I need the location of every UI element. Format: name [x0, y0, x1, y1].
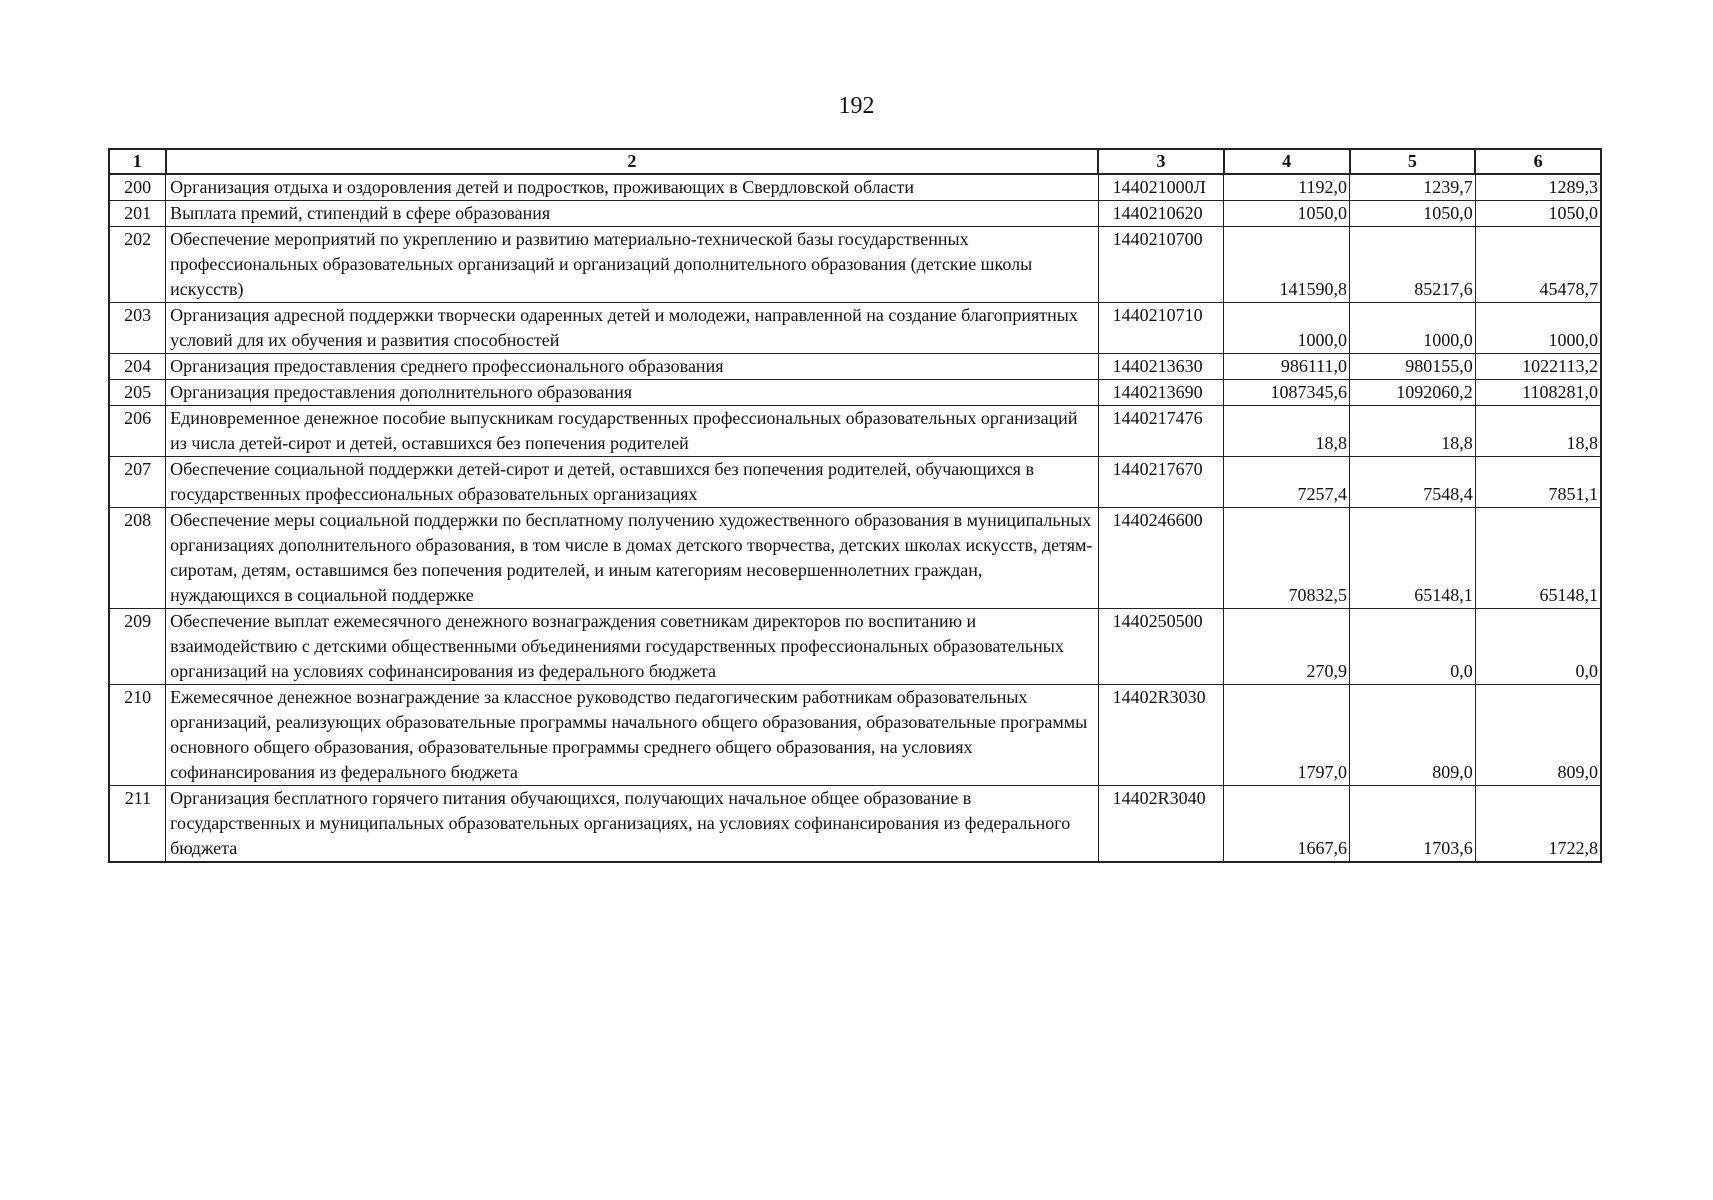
row-value-6: 1722,8: [1475, 786, 1601, 863]
row-name: Организация бесплатного горячего питания обучающихся, получающих начальное общее образование в государственных и муниципальных образовательных организациях, на условиях софинансирования из федерального бюджета: [166, 786, 1099, 863]
table-row: [109, 685, 1601, 786]
row-value-4: 141590,8: [1224, 227, 1350, 303]
row-value-5: 85217,6: [1350, 227, 1476, 303]
row-value-5: 1000,0: [1350, 303, 1476, 354]
row-number: 206: [109, 406, 166, 457]
row-number: 201: [109, 201, 166, 227]
table-row: [109, 201, 1601, 227]
header-col-5: 5: [1350, 149, 1476, 174]
row-value-5: 65148,1: [1350, 508, 1476, 609]
row-code: 1440210710: [1098, 303, 1224, 354]
row-name: Организация отдыха и оздоровления детей и подростков, проживающих в Свердловской области: [166, 174, 1099, 201]
row-value-4: 18,8: [1224, 406, 1350, 457]
table-row: [109, 174, 1601, 201]
table-row: [109, 457, 1601, 508]
row-name: Обеспечение социальной поддержки детей-сирот и детей, оставшихся без попечения родителей, обучающихся в государственных профессиональных образовательных организациях: [166, 457, 1099, 508]
row-code: 1440217476: [1098, 406, 1224, 457]
row-number: 207: [109, 457, 166, 508]
row-name: Ежемесячное денежное вознаграждение за классное руководство педагогическим работникам образовательных организаций, реализующих образовательные программы начального общего образования, образовательные программы основного общего образования, образовательные программы среднего общего образования, на условиях софинансирования из федерального бюджета: [166, 685, 1099, 786]
row-value-5: 18,8: [1350, 406, 1476, 457]
row-name: Организация предоставления среднего профессионального образования: [166, 354, 1099, 380]
row-value-5: 7548,4: [1350, 457, 1476, 508]
row-name: Обеспечение меры социальной поддержки по бесплатному получению художественного образования в муниципальных организациях дополнительного образования, в том числе в домах детского творчества, детских школах искусств, детям-сиротам, детям, оставшимся без попечения родителей, и иным категориям несовершеннолетних граждан, нуждающихся в социальной поддержке: [166, 508, 1099, 609]
table-row: [109, 786, 1601, 863]
row-code: 144021000Л: [1098, 174, 1224, 201]
row-value-4: 1192,0: [1224, 174, 1350, 201]
table-body: [109, 174, 1601, 862]
row-number: 200: [109, 174, 166, 201]
row-value-6: 1050,0: [1475, 201, 1601, 227]
row-value-5: 980155,0: [1350, 354, 1476, 380]
row-value-6: 1289,3: [1475, 174, 1601, 201]
header-col-2: 2: [166, 149, 1099, 174]
row-name: Организация предоставления дополнительного образования: [166, 380, 1099, 406]
row-number: 203: [109, 303, 166, 354]
row-code: 14402R3040: [1098, 786, 1224, 863]
header-col-4: 4: [1224, 149, 1350, 174]
table-row: [109, 609, 1601, 685]
page-number: 192: [838, 93, 875, 119]
row-number: 208: [109, 508, 166, 609]
table-row: [109, 227, 1601, 303]
row-value-6: 1022113,2: [1475, 354, 1601, 380]
row-name: Единовременное денежное пособие выпускникам государственных профессиональных образовательных организаций из числа детей-сирот и детей, оставшихся без попечения родителей: [166, 406, 1099, 457]
row-value-4: 1667,6: [1224, 786, 1350, 863]
row-value-4: 1087345,6: [1224, 380, 1350, 406]
row-value-4: 70832,5: [1224, 508, 1350, 609]
row-number: 211: [109, 786, 166, 863]
row-number: 209: [109, 609, 166, 685]
row-value-6: 7851,1: [1475, 457, 1601, 508]
row-code: 1440246600: [1098, 508, 1224, 609]
row-value-5: 1239,7: [1350, 174, 1476, 201]
row-value-6: 0,0: [1475, 609, 1601, 685]
row-value-5: 0,0: [1350, 609, 1476, 685]
table-row: [109, 406, 1601, 457]
row-value-6: 809,0: [1475, 685, 1601, 786]
row-code: 1440210620: [1098, 201, 1224, 227]
row-name: Обеспечение мероприятий по укреплению и развитию материально-технической базы государственных профессиональных образовательных организаций и организаций дополнительного образования (детские школы искусств): [166, 227, 1099, 303]
row-value-6: 1000,0: [1475, 303, 1601, 354]
row-name: Организация адресной поддержки творчески одаренных детей и молодежи, направленной на создание благоприятных условий для их обучения и развития способностей: [166, 303, 1099, 354]
table-row: [109, 303, 1601, 354]
row-code: 1440213630: [1098, 354, 1224, 380]
row-value-6: 45478,7: [1475, 227, 1601, 303]
table-row: [109, 380, 1601, 406]
row-value-4: 1000,0: [1224, 303, 1350, 354]
table-header: [109, 149, 1601, 174]
table-row: [109, 508, 1601, 609]
row-value-4: 1797,0: [1224, 685, 1350, 786]
header-row: [109, 149, 1601, 174]
row-number: 210: [109, 685, 166, 786]
row-number: 204: [109, 354, 166, 380]
row-value-5: 1092060,2: [1350, 380, 1476, 406]
row-value-4: 270,9: [1224, 609, 1350, 685]
row-value-4: 986111,0: [1224, 354, 1350, 380]
row-code: 14402R3030: [1098, 685, 1224, 786]
row-value-6: 18,8: [1475, 406, 1601, 457]
row-value-6: 1108281,0: [1475, 380, 1601, 406]
header-col-1: 1: [109, 149, 166, 174]
row-code: 1440210700: [1098, 227, 1224, 303]
row-value-5: 1050,0: [1350, 201, 1476, 227]
row-value-4: 7257,4: [1224, 457, 1350, 508]
row-value-4: 1050,0: [1224, 201, 1350, 227]
row-value-5: 1703,6: [1350, 786, 1476, 863]
table-row: [109, 354, 1601, 380]
row-code: 1440250500: [1098, 609, 1224, 685]
row-name: Выплата премий, стипендий в сфере образования: [166, 201, 1099, 227]
budget-table: [108, 148, 1602, 863]
row-code: 1440213690: [1098, 380, 1224, 406]
row-number: 202: [109, 227, 166, 303]
header-col-3: 3: [1098, 149, 1224, 174]
row-number: 205: [109, 380, 166, 406]
row-value-6: 65148,1: [1475, 508, 1601, 609]
row-code: 1440217670: [1098, 457, 1224, 508]
header-col-6: 6: [1475, 149, 1601, 174]
row-name: Обеспечение выплат ежемесячного денежного вознаграждения советникам директоров по воспитанию и взаимодействию с детскими общественными объединениями государственных профессиональных образовательных организаций на условиях софинансирования из федерального бюджета: [166, 609, 1099, 685]
row-value-5: 809,0: [1350, 685, 1476, 786]
